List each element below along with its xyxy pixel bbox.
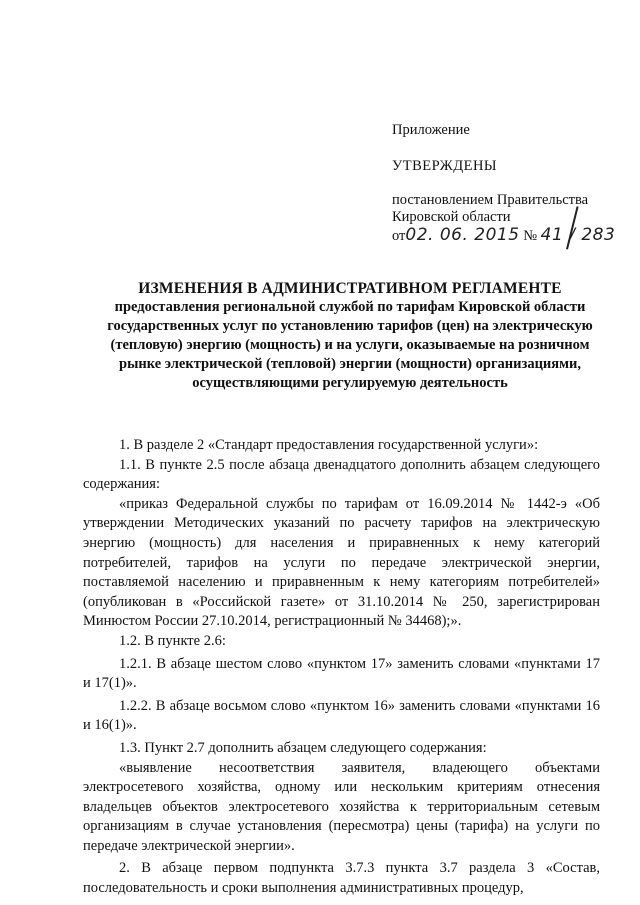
title-sub-line: предоставления региональной службой по тарифам Кировской области: [114, 299, 586, 315]
document-title: [70, 279, 630, 393]
paragraph: «приказ Федеральной службы по тарифам от 16.09.2014 № 1442-э «Об утверждении Методических указаний по расчету тарифов на электрическую энергию (мощность) для населения и приравненных к нему категорий потребителей, тарифов на услуги по передаче электрической энергии, поставляемой населению и приравненным к нему категориям потребителей» (опубликован в «Российской газете» от 31.10.2014 № 250, зарегистрирован Минюстом России 27.10.2014, регистрационный № 34468);».: [83, 495, 600, 630]
paragraph: 1.3. Пункт 2.7 дополнить абзацем следующего содержания:: [119, 739, 487, 756]
paragraph: «выявление несоответствия заявителя, владеющего объектами электросетевого хозяйства, одному или нескольким критериям отнесения владельцев объектов электросетевого хозяйства к территориальным сетевым организациям в случае установления (пересмотра) цены (тарифа) на услуги по передаче электрической энергии».: [83, 759, 600, 854]
paragraph: 1.1. В пункте 2.5 после абзаца двенадцатого дополнить абзацем следующего содержания:: [83, 456, 600, 493]
title-main: ИЗМЕНЕНИЯ В АДМИНИСТРАТИВНОМ РЕГЛАМЕНТЕ: [138, 280, 562, 297]
title-sub-line: (тепловую) энергию (мощность) и на услуги, оказываемые на розничном: [110, 337, 590, 353]
title-sub-line: осуществляющими регулируемую деятельность: [192, 375, 508, 391]
paragraph: 1. В разделе 2 «Стандарт предоставления государственной услуги»:: [119, 437, 539, 453]
date-number-line: [392, 227, 632, 249]
handwritten-date: 02. 06. 2015: [405, 225, 520, 245]
document-body: [83, 436, 600, 899]
date-prefix: от: [392, 228, 406, 244]
paragraph: 1.2.1. В абзаце шестом слово «пунктом 17» заменить словами «пунктами 17 и 17(1)».: [83, 655, 600, 692]
approved-label: УТВЕРЖДЕНЫ: [392, 158, 498, 174]
number-sign: №: [523, 228, 538, 244]
approval-stamp: [392, 122, 632, 249]
title-sub-line: рынке электрической (тепловой) энергии (мощности) организациями,: [119, 356, 581, 372]
appendix-label: Приложение: [392, 122, 470, 138]
region-line: Кировской области: [392, 209, 511, 225]
resolution-line: постановлением Правительства: [392, 192, 589, 208]
title-sub-line: государственных услуг по установлению тарифов (цен) на электрическую: [107, 318, 593, 334]
handwritten-number: 41 / 283: [540, 225, 616, 245]
paragraph: 1.2. В пункте 2.6:: [119, 632, 226, 649]
paragraph: 1.2.2. В абзаце восьмом слово «пунктом 16» заменить словами «пунктами 16 и 16(1)».: [83, 697, 600, 734]
paragraph: 2. В абзаце первом подпункта 3.7.3 пункта 3.7 раздела 3 «Состав, последовательность и сроки выполнения административных процедур,: [83, 860, 600, 897]
